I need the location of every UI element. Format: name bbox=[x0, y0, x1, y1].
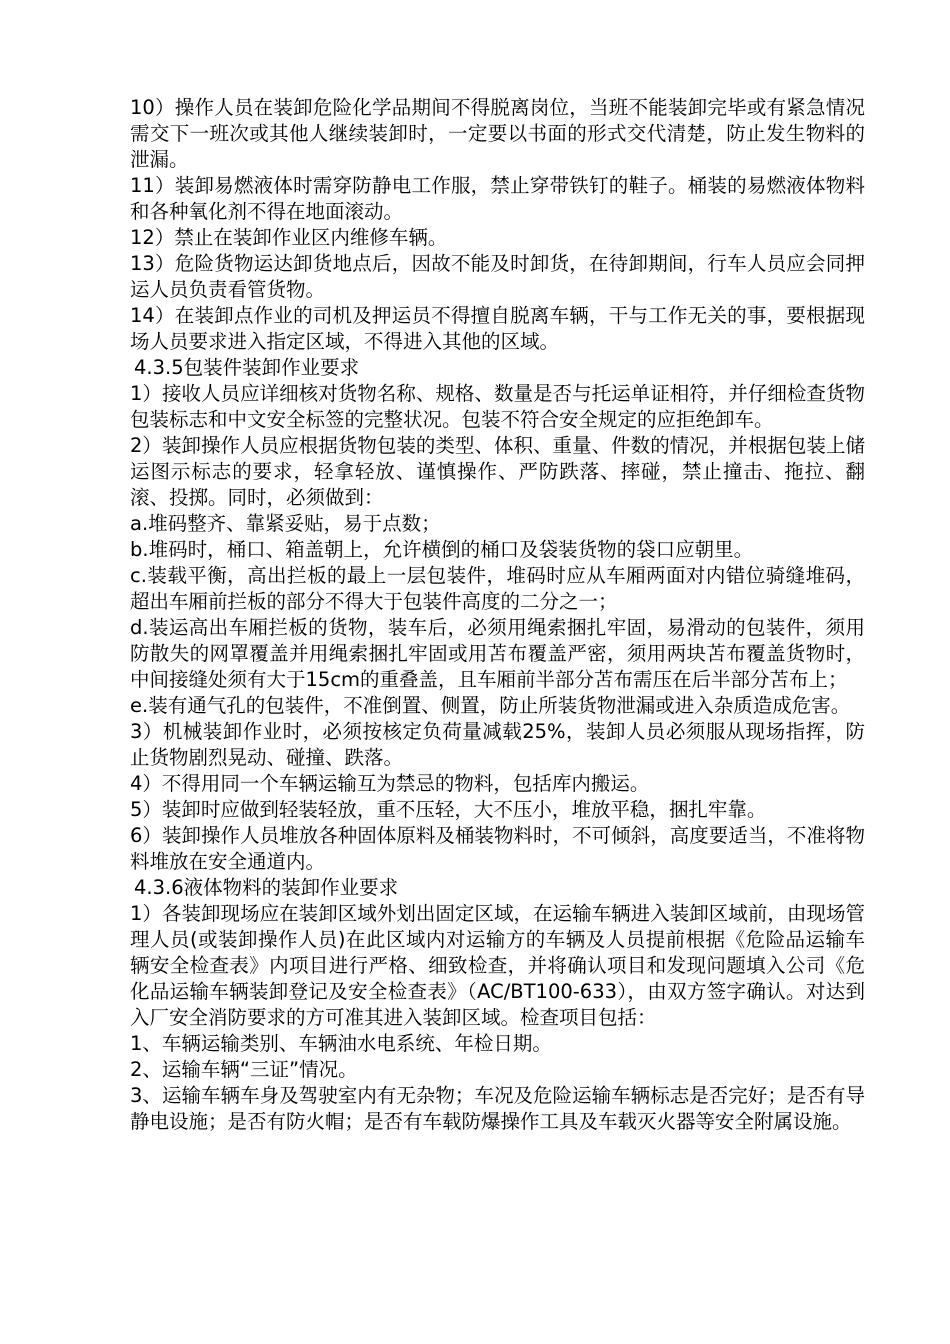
paragraph-liquid-1: 1）各装卸现场应在装卸区域外划出固定区域，在运输车辆进入装卸区域前，由现场管理人员(或装卸操作人员)在此区域内对运输方的车辆及人员提前根据《危险品运输车辆安全检查表》内项目进行严格、细致检查，并将确认项目和发现问题填入公司《危化品运输车辆装卸登记及安全检查表》（AC/BT100-633），由双方签字确认。对达到入厂安全消防要求的方可准其进入装卸区域。检查项目包括： bbox=[130, 902, 865, 1029]
paragraph-package-6: 6）装卸操作人员堆放各种固体原料及桶装物料时，不可倾斜，高度要适当，不准将物料堆放在安全通道内。 bbox=[130, 824, 865, 873]
paragraph-package-4: 4）不得用同一个车辆运输互为禁忌的物料，包括库内搬运。 bbox=[130, 772, 650, 795]
paragraph-package-1: 1）接收人员应详细核对货物名称、规格、数量是否与托运单证相符，并仔细检查货物包装标志和中文安全标签的完整状况。包装不符合安全规定的应拒绝卸车。 bbox=[130, 382, 865, 431]
paragraph-package-2: 2）装卸操作人员应根据货物包装的类型、体积、重量、件数的情况，并根据包装上储运图示标志的要求，轻拿轻放、谨慎操作、严防跌落、摔碰，禁止撞击、拖拉、翻滚、投掷。同时，必须做到： bbox=[130, 434, 865, 509]
paragraph-package-e: e.装有通气孔的包装件，不准倒置、侧置，防止所装货物泄漏或进入杂质造成危害。 bbox=[130, 694, 851, 717]
paragraph-package-b: b.堆码时，桶口、箱盖朝上，允许横倒的桶口及袋装货物的袋口应朝里。 bbox=[130, 538, 754, 561]
paragraph-item-12: 12）禁止在装卸作业区内维修车辆。 bbox=[130, 226, 448, 249]
paragraph-package-c: c.装载平衡，高出拦板的最上一层包装件，堆码时应从车厢两面对内错位骑缝堆码，超出车厢前拦板的部分不得大于包装件高度的二分之一； bbox=[130, 564, 865, 613]
document-page bbox=[130, 95, 865, 1135]
paragraph-item-14: 14）在装卸点作业的司机及押运员不得擅自脱离车辆，干与工作无关的事，要根据现场人员要求进入指定区域，不得进入其他的区域。 bbox=[130, 304, 865, 353]
paragraph-check-2: 2、运输车辆“三证”情况。 bbox=[130, 1058, 358, 1081]
section-heading-4-3-6: 4.3.6液体物料的装卸作业要求 bbox=[134, 876, 399, 899]
paragraph-check-3: 3、运输车辆车身及驾驶室内有无杂物；车况及危险运输车辆标志是否完好；是否有导静电设施；是否有防火帽；是否有车载防爆操作工具及车载灭火器等安全附属设施。 bbox=[130, 1084, 865, 1133]
paragraph-package-3: 3）机械装卸作业时，必须按核定负荷量减载25%，装卸人员必须服从现场指挥，防止货物剧烈晃动、碰撞、跌落。 bbox=[130, 720, 865, 769]
paragraph-item-13: 13）危险货物运达卸货地点后，因故不能及时卸货，在待卸期间，行车人员应会同押运人员负责看管货物。 bbox=[130, 252, 865, 301]
paragraph-item-11: 11）装卸易燃液体时需穿防静电工作服，禁止穿带铁钉的鞋子。桶装的易燃液体物料和各种氧化剂不得在地面滚动。 bbox=[130, 174, 865, 223]
paragraph-package-5: 5）装卸时应做到轻装轻放，重不压轻，大不压小，堆放平稳，捆扎牢靠。 bbox=[130, 798, 767, 821]
paragraph-check-1: 1、车辆运输类别、车辆油水电系统、年检日期。 bbox=[130, 1032, 552, 1055]
section-heading-4-3-5: 4.3.5包装件装卸作业要求 bbox=[134, 356, 360, 379]
paragraph-item-10: 10）操作人员在装卸危险化学品期间不得脱离岗位，当班不能装卸完毕或有紧急情况需交下一班次或其他人继续装卸时，一定要以书面的形式交代清楚，防止发生物料的泄漏。 bbox=[130, 96, 865, 171]
paragraph-package-a: a.堆码整齐、靠紧妥贴，易于点数； bbox=[130, 512, 441, 535]
paragraph-package-d: d.装运高出车厢拦板的货物，装车后，必须用绳索捆扎牢固，易滑动的包装件，须用防散失的网罩覆盖并用绳索捆扎牢固或用苫布覆盖严密，须用两块苫布覆盖货物时，中间接缝处须有大于15cm的重叠盖，且车厢前半部分苫布需压在后半部分苫布上； bbox=[130, 616, 865, 691]
